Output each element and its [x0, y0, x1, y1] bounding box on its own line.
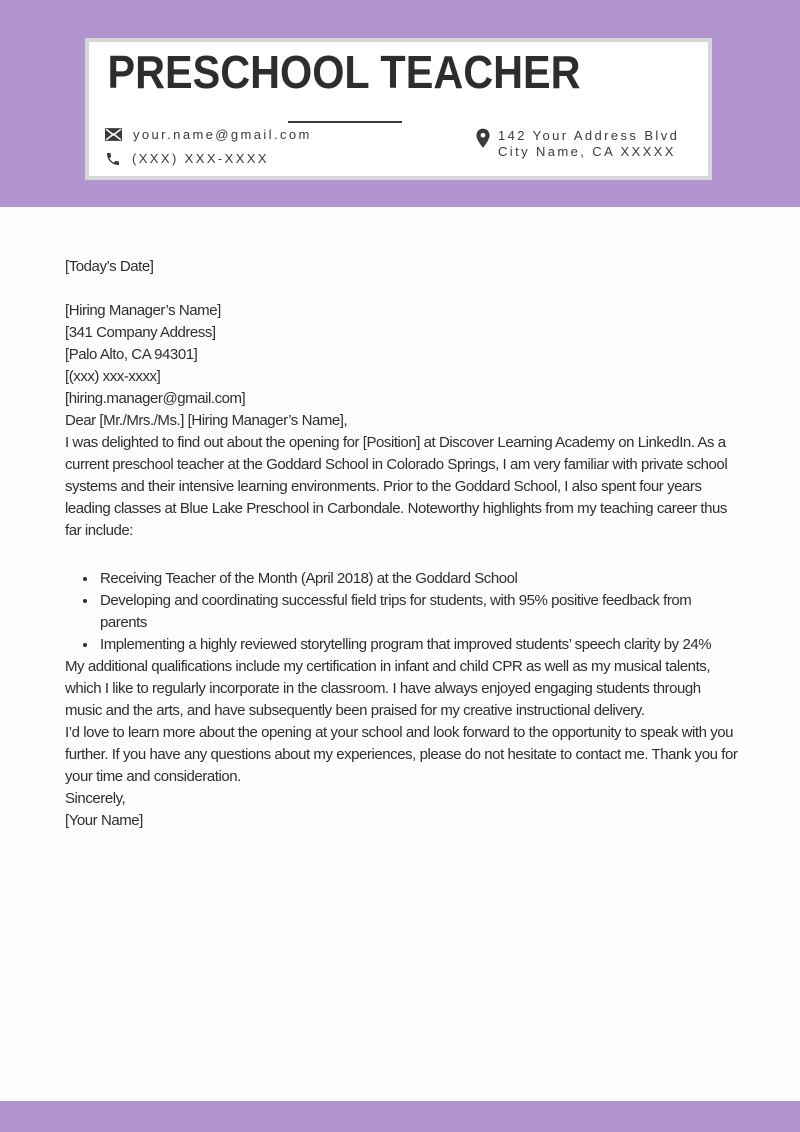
- recipient-block: [65, 300, 741, 410]
- contact-email: your.name@gmail.com: [133, 127, 312, 142]
- recipient-line: [Hiring Manager’s Name]: [65, 302, 221, 319]
- header-card: [85, 38, 712, 180]
- contact-address-line2: City Name, CA XXXXX: [498, 144, 676, 159]
- recipient-line: [341 Company Address]: [65, 324, 216, 341]
- highlight-item: • Developing and coordinating successful field trips for students, with 95% positive feedback from parents: [98, 590, 741, 634]
- paragraph-intro: I was delighted to find out about the opening for [Position] at Discover Learning Academy on LinkedIn. As a current preschool teacher at the Goddard School in Colorado Springs, I am very familiar with private school systems and their intensive learning environments. Prior to the Goddard School, I also spent four years leading classes at Blue Lake Preschool in Carbondale. Noteworthy highlights from my teaching career thus far include:: [65, 434, 728, 539]
- highlight-item: • Receiving Teacher of the Month (April 2018) at the Goddard School: [98, 568, 741, 590]
- contact-phone-row: [105, 147, 312, 170]
- letter-body: [65, 256, 741, 832]
- letter-date: [Today’s Date]: [65, 258, 154, 275]
- highlights-list: [65, 568, 741, 656]
- paragraph-qualifications: My additional qualifications include my certification in infant and child CPR as well as my musical talents, which I like to regularly incorporate in the classroom. I have always enjoyed engaging students through music and the arts, and have subsequently been praised for my creative instructional delivery.: [65, 658, 711, 719]
- phone-icon: [105, 151, 121, 167]
- signature-name: [Your Name]: [65, 812, 143, 829]
- closing-salutation: Sincerely,: [65, 790, 126, 807]
- contact-email-row: [105, 123, 312, 146]
- salutation: Dear [Mr./Mrs./Ms.] [Hiring Manager’s Name],: [65, 412, 348, 429]
- contact-right-column: [475, 128, 679, 160]
- contact-left-column: [105, 123, 312, 170]
- page-title: PRESCHOOL TEACHER: [107, 46, 581, 98]
- contact-address-line1: 142 Your Address Blvd: [498, 128, 680, 143]
- recipient-line: [(xxx) xxx-xxxx]: [65, 368, 161, 385]
- paragraph-closing: I’d love to learn more about the opening at your school and look forward to the opportunity to speak with you further. If you have any questions about my experiences, please do not hesitate to contact me. Thank you for your time and consideration.: [65, 724, 738, 785]
- recipient-line: [hiring.manager@gmail.com]: [65, 390, 246, 407]
- contact-phone: (XXX) XXX-XXXX: [132, 151, 269, 166]
- footer-band: [0, 1101, 800, 1132]
- location-pin-icon: [475, 128, 491, 149]
- recipient-line: [Palo Alto, CA 94301]: [65, 346, 198, 363]
- highlight-item: • Implementing a highly reviewed storytelling program that improved students’ speech clarity by 24%: [98, 634, 741, 656]
- envelope-icon: [105, 128, 122, 141]
